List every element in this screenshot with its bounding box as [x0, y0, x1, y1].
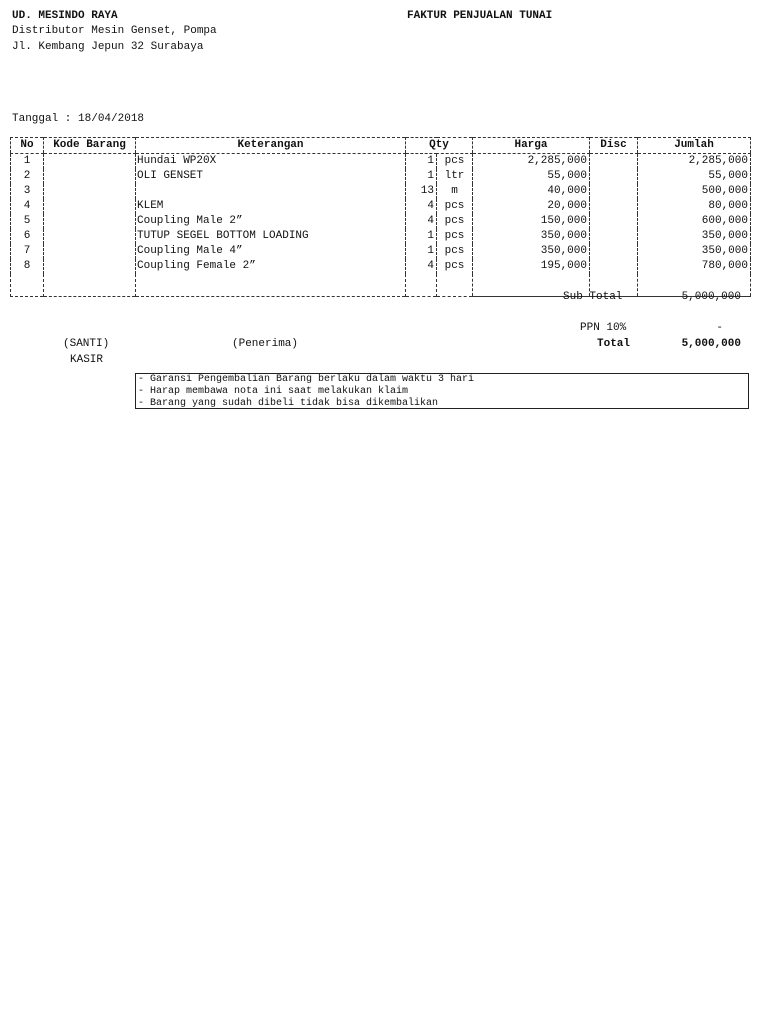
cell-disc [590, 169, 638, 184]
term-line: - Barang yang sudah dibeli tidak bisa dikembalikan [138, 398, 439, 409]
cell-jumlah: 80,000 [638, 199, 751, 214]
cell-qty: 1 [406, 154, 437, 170]
header-jumlah: Jumlah [638, 138, 751, 154]
cell-harga: 55,000 [473, 169, 590, 184]
document-title: FAKTUR PENJUALAN TUNAI [407, 10, 553, 22]
cell-harga: 195,000 [473, 259, 590, 274]
ppn-label: PPN 10% [580, 322, 627, 334]
term-line: - Harap membawa nota ini saat melakukan klaim [138, 386, 409, 397]
company-tagline: Distributor Mesin Genset, Pompa [12, 25, 217, 37]
terms-box [135, 373, 749, 409]
table-filler-row [11, 274, 751, 297]
header-no: No [11, 138, 44, 154]
receiver-label: (Penerima) [232, 338, 299, 350]
cell-kode [44, 229, 136, 244]
cell-disc [590, 259, 638, 274]
cell-no: 5 [23, 215, 31, 227]
term-line: - Garansi Pengembalian Barang berlaku dalam waktu 3 hari [138, 374, 475, 385]
table-row [11, 244, 751, 259]
cell-disc [590, 199, 638, 214]
cell-jumlah: 55,000 [638, 169, 751, 184]
cell-keterangan: OLI GENSET [136, 169, 406, 184]
cell-keterangan: KLEM [136, 199, 406, 214]
cell-keterangan: Coupling Male 2” [136, 214, 406, 229]
invoice-table [10, 137, 751, 297]
cell-disc [590, 154, 638, 170]
cell-jumlah: 2,285,000 [638, 154, 751, 170]
cell-jumlah: 350,000 [638, 229, 751, 244]
company-address: Jl. Kembang Jepun 32 Surabaya [12, 41, 204, 53]
cell-jumlah: 780,000 [638, 259, 751, 274]
cell-keterangan: Coupling Male 4” [136, 244, 406, 259]
cell-disc [590, 184, 638, 199]
total-value: 5,000,000 [681, 338, 741, 350]
table-row [11, 154, 751, 170]
cell-harga: 40,000 [473, 184, 590, 199]
cell-unit: pcs [437, 214, 473, 229]
table-row [11, 229, 751, 244]
cell-disc [590, 229, 638, 244]
table-row [11, 169, 751, 184]
cell-no: 7 [23, 245, 31, 257]
header-disc: Disc [590, 138, 638, 154]
header-qty: Qty [406, 138, 473, 154]
cell-kode [44, 214, 136, 229]
cell-jumlah: 600,000 [638, 214, 751, 229]
ppn-value: - [716, 322, 723, 334]
cell-disc [590, 214, 638, 229]
company-name: UD. MESINDO RAYA [12, 10, 118, 22]
cell-unit: pcs [437, 199, 473, 214]
cell-no: 4 [23, 200, 31, 212]
cell-no: 6 [23, 230, 31, 242]
cashier-role: KASIR [70, 354, 104, 366]
cell-kode [44, 154, 136, 170]
cell-qty: 13 [406, 184, 437, 199]
cell-unit: pcs [437, 229, 473, 244]
invoice-date: Tanggal : 18/04/2018 [12, 113, 145, 125]
cell-keterangan: Coupling Female 2” [136, 259, 406, 274]
cell-keterangan: TUTUP SEGEL BOTTOM LOADING [136, 229, 406, 244]
cashier-name: (SANTI) [63, 338, 110, 350]
cell-unit: ltr [437, 169, 473, 184]
cell-kode [44, 169, 136, 184]
cell-qty: 4 [406, 199, 437, 214]
header-kode-barang: Kode Barang [44, 138, 136, 154]
subtotal-label: Sub Total [563, 291, 623, 303]
cell-harga: 150,000 [473, 214, 590, 229]
header-keterangan: Keterangan [136, 138, 406, 154]
cell-harga: 350,000 [473, 229, 590, 244]
cell-unit: pcs [437, 244, 473, 259]
table-header-row [11, 138, 751, 154]
cell-no: 3 [23, 185, 31, 197]
cell-kode [44, 259, 136, 274]
cell-harga: 2,285,000 [473, 154, 590, 170]
cell-no: 2 [23, 170, 31, 182]
cell-no: 1 [23, 155, 31, 167]
table-row [11, 214, 751, 229]
table-row [11, 184, 751, 199]
cell-unit: pcs [437, 259, 473, 274]
cell-harga: 350,000 [473, 244, 590, 259]
cell-qty: 1 [406, 229, 437, 244]
cell-qty: 4 [406, 214, 437, 229]
cell-qty: 1 [406, 244, 437, 259]
cell-no: 8 [23, 260, 31, 272]
subtotal-value: 5,000,000 [681, 291, 741, 303]
cell-kode [44, 244, 136, 259]
table-row [11, 199, 751, 214]
cell-keterangan [136, 184, 406, 199]
cell-qty: 4 [406, 259, 437, 274]
cell-keterangan: Hundai WP20X [136, 154, 406, 170]
cell-qty: 1 [406, 169, 437, 184]
table-row [11, 259, 751, 274]
cell-jumlah: 350,000 [638, 244, 751, 259]
cell-harga: 20,000 [473, 199, 590, 214]
header-harga: Harga [473, 138, 590, 154]
cell-kode [44, 184, 136, 199]
total-label: Total [597, 338, 631, 350]
cell-unit: m [437, 184, 473, 199]
cell-kode [44, 199, 136, 214]
cell-jumlah: 500,000 [638, 184, 751, 199]
cell-unit: pcs [437, 154, 473, 170]
cell-disc [590, 244, 638, 259]
